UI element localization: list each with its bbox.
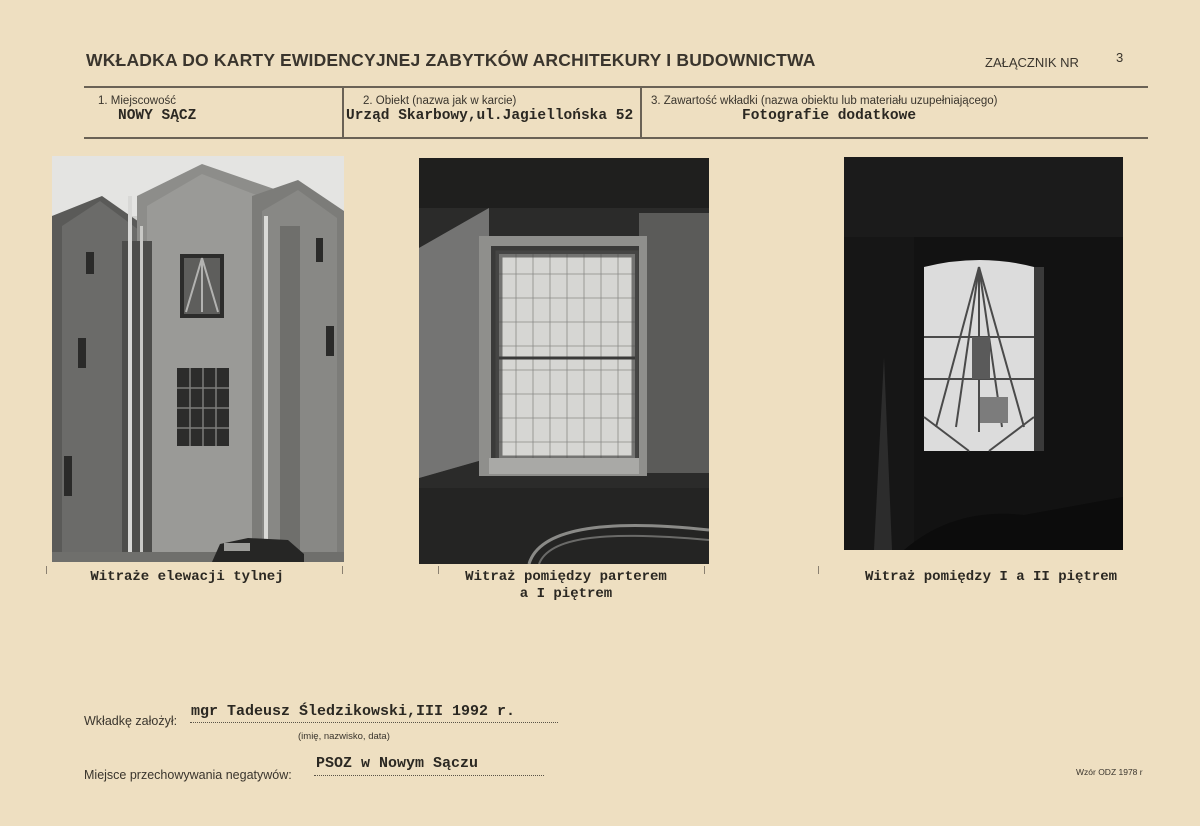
caption-tick xyxy=(342,566,343,574)
locality-value: NOWY SĄCZ xyxy=(118,108,197,124)
photo-1-caption xyxy=(52,569,322,586)
photo-rear-facade xyxy=(52,156,344,562)
object-label: 2. Obiekt (nazwa jak w karcie) xyxy=(363,95,517,107)
created-by-label: Wkładkę założył: xyxy=(84,714,178,728)
header-top-rule xyxy=(84,86,1148,88)
photo-rear-facade-image xyxy=(52,156,344,562)
negatives-location-value: PSOZ w Nowym Sączu xyxy=(316,755,479,772)
photo-stained-glass-ground-first xyxy=(419,158,709,564)
annex-number: 3 xyxy=(1116,50,1124,65)
photo-2-caption xyxy=(426,569,706,603)
photo-3-caption-line: Witraż pomiędzy I a II piętrem xyxy=(864,569,1118,585)
created-by-value: mgr Tadeusz Śledzikowski,III 1992 r. xyxy=(191,703,516,720)
photo-stained-glass-first-second xyxy=(844,157,1123,550)
photo-2-caption-line: Witraż pomiędzy parterem xyxy=(465,569,667,585)
object-value: Urząd Skarbowy,ul.Jagiellońska 52 xyxy=(346,108,634,124)
form-title: WKŁADKA DO KARTY EWIDENCYJNEJ ZABYTKÓW ARCHITEKURY I BUDOWNICTWA xyxy=(86,50,816,70)
created-by-underline xyxy=(190,722,558,723)
negatives-location-underline xyxy=(314,775,544,776)
photo-2-caption-line: a I piętrem xyxy=(519,586,613,602)
locality-label: 1. Miejscowość xyxy=(98,95,176,107)
photo-stained-glass-first-second-image xyxy=(844,157,1123,550)
caption-tick xyxy=(818,566,819,574)
form-code: Wzór ODZ 1978 r xyxy=(1076,767,1143,777)
photo-3-caption xyxy=(826,569,1156,586)
content-label: 3. Zawartość wkładki (nazwa obiektu lub materiału uzupełniającego) xyxy=(651,95,998,107)
photo-1-caption-line: Witraże elewacji tylnej xyxy=(90,569,284,585)
negatives-location-label: Miejsce przechowywania negatywów: xyxy=(84,768,292,782)
photo-stained-glass-ground-first-image xyxy=(419,158,709,564)
header-bottom-rule xyxy=(84,137,1148,139)
content-value: Fotografie dodatkowe xyxy=(742,108,917,124)
created-by-hint: (imię, nazwisko, data) xyxy=(298,731,390,742)
caption-tick xyxy=(46,566,47,574)
field-divider-2 xyxy=(640,87,642,138)
annex-label: ZAŁĄCZNIK NR xyxy=(985,55,1079,70)
field-divider-1 xyxy=(342,87,344,138)
